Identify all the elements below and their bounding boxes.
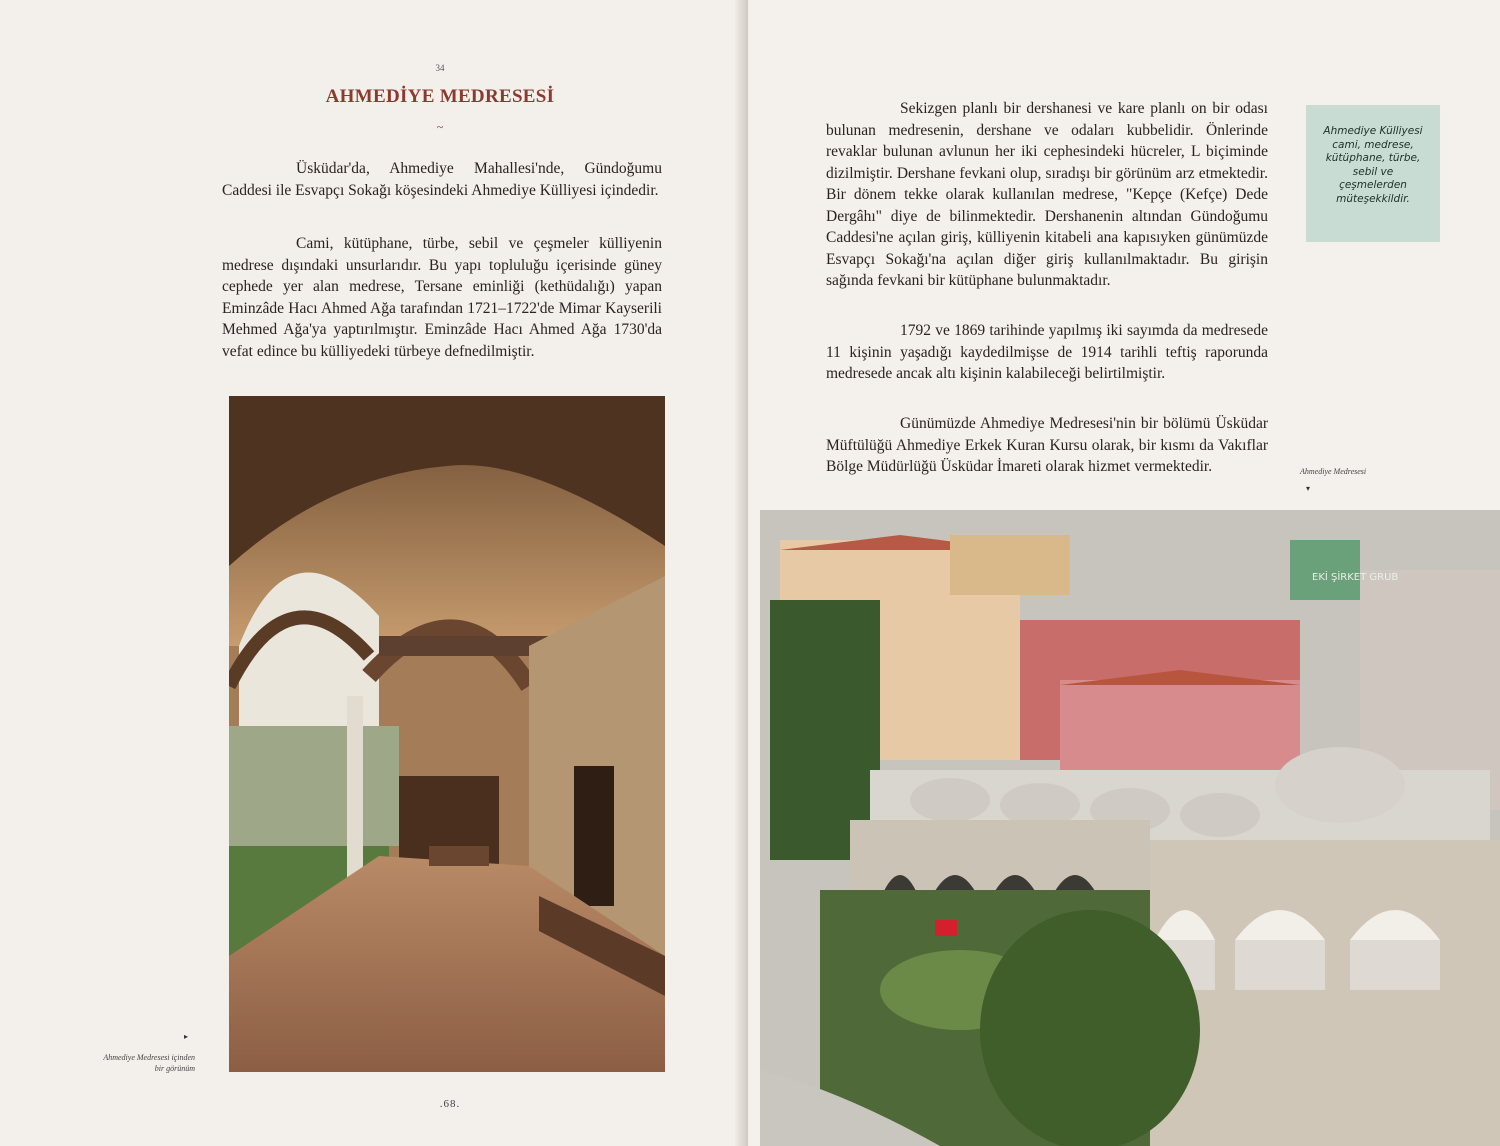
medrese-courtyard-photo xyxy=(760,510,1500,1146)
page-title: AHMEDİYE MEDRESESİ xyxy=(325,86,555,107)
photo-caption: Ahmediye Medresesi içinden bir görünüm xyxy=(103,1053,195,1073)
title-ornament: ~ xyxy=(436,120,444,134)
paragraph-location: Üsküdar'da, Ahmediye Mahallesi'nde, Gündoğumu Caddesi ile Esvapçı Sokağı köşesindeki Ahmediye Külliyesi içindedir. xyxy=(222,160,662,199)
page-number: .68. xyxy=(439,1098,461,1110)
arcade-illustration xyxy=(229,396,665,1072)
paragraph-history: Cami, kütüphane, türbe, sebil ve çeşmeler külliyenin medrese dışındaki unsurlarıdır. Bu yapı topluluğu içerisinde güney cephede yer alan medrese, Tersane eminliği (kethüdalığı) yapan Eminzâde Hacı Ahmed Ağa tarafından 1721–1722'de Mimar Kayserili Mehmed Ağa'ya yaptırılmıştır. Eminzâde Hacı Ahmed Ağa 1730'da vefat edince bu külliyedeki türbeye defnedilmiştir. xyxy=(222,235,662,360)
paragraph-current-use: Günümüzde Ahmediye Medresesi'nin bir bölümü Üsküdar Müftülüğü Ahmediye Erkek Kuran Kursu olarak, bir kısmı da Vakıflar Bölge Müdürlüğü Üsküdar İmareti olarak hizmet vermektedir. xyxy=(826,415,1268,475)
paragraph-census: 1792 ve 1869 tarihinde yapılmış iki sayımda da medresede 11 kişinin yaşadığı kaydedilmişse de 1914 tarihli teftiş raporunda medresede ancak altı kişinin kalabileceği belirtilmiştir. xyxy=(826,322,1268,382)
sidebar-note xyxy=(1306,105,1440,242)
photo-caption-right: Ahmediye Medresesi xyxy=(1300,467,1367,476)
medrese-illustration xyxy=(760,510,1500,1146)
paragraph-architecture: Sekizgen planlı bir dershanesi ve kare planlı on bir odası bulunan medresenin, dershane ve odaları kubbelidir. Önlerinde revaklar bulunan avlunun her iki cephesindeki hücreler, L biçiminde dizilmiştir. Dershane fevkani olup, sıradışı bir görünüm arz etmektedir. Bir dönem tekke olarak kullanılan medrese, "Kepçe (Kefçe) Dede Dergâhı" diye de bilinmektedir. Dershanenin altından Gündoğumu Caddesi'ne açılan giriş, külliyenin kitabeli ana kapısıyken günümüzde Esvapçı Sokağı'na açılan diğer giriş kullanılmaktadır. Bu girişin sağında fevkani bir kütüphane bulunmaktadır. xyxy=(826,100,1268,289)
sidebar-note-text: Ahmediye Külliyesi cami, medrese, kütüphane, türbe, sebil ve çeşmelerden müteşekkildir. xyxy=(1323,125,1423,205)
caption-arrow-down-icon: ▾ xyxy=(1306,484,1311,493)
building-sign: EKİ ŞİRKET GRUB xyxy=(1312,572,1399,583)
caption-arrow-icon: ▸ xyxy=(184,1032,189,1041)
left-page xyxy=(0,0,745,1146)
section-number: 34 xyxy=(435,63,445,73)
arcade-photo xyxy=(229,396,665,1072)
